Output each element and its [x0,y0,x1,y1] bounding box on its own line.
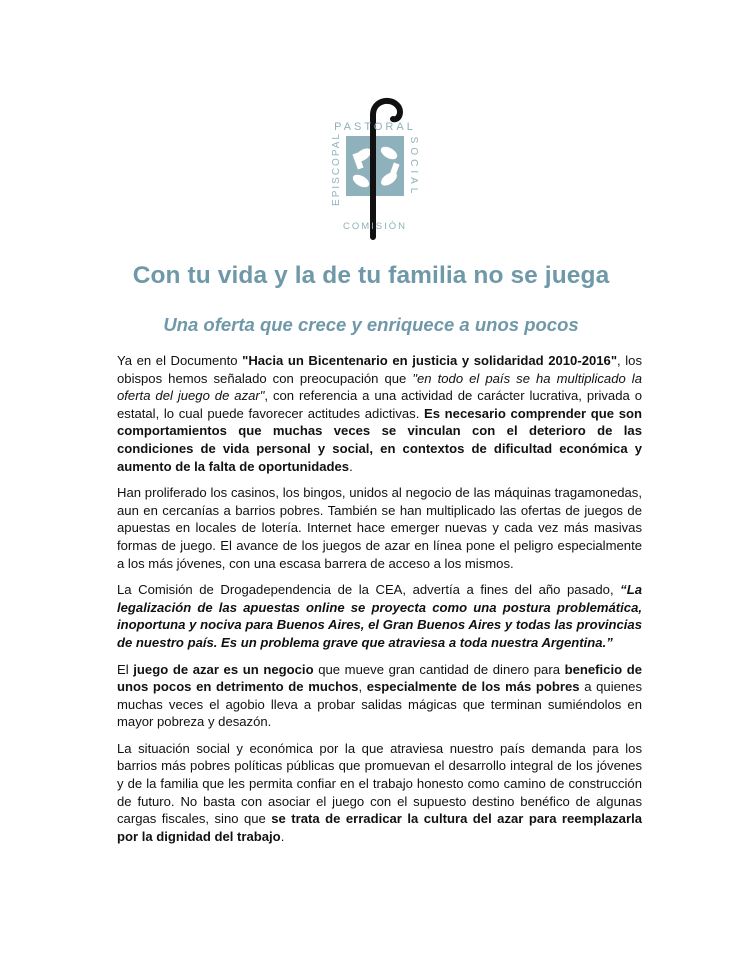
text-run: especialmente de los más pobres [366,679,580,695]
text-run: El [117,661,134,677]
paragraph-2 [117,484,642,572]
text-run: , los obispos hemos señalado con preocupación que [117,353,642,386]
paragraph-1 [117,352,642,475]
text-run: “La legalización de las apuestas online se proyecta como una postura problemática, inoportuna y nociva para Buenos Aires, el Gran Buenos Aires y todas las provincias de nuestro país. Es un problema grave que atraviesa a toda nuestra Argentina.” [117,582,642,650]
text-run: juego de azar es un negocio [133,661,314,677]
text-run: La situación social y económica por la que atraviesa nuestro país demanda para los barrios más pobres políticas públicas que promuevan el desarrollo integral de los jóvenes y de la familia que les permita confiar en el trabajo honesto como camino de construcción de futuro. No basta con asociar el juego con el supuesto destino benéfico de algunas cargas fiscales, sino que [117,740,642,827]
text-run: "en todo el país se ha multiplicado la oferta del juego de azar" [117,370,642,404]
text-run: La Comisión de Drogadependencia de la CEA, advertía a fines del año pasado, [117,582,621,598]
text-run: , [358,679,367,695]
text-run: beneficio de unos pocos en detrimento de muchos [117,661,642,695]
text-run: . [280,828,285,844]
svg-text:SOCIAL: SOCIAL [408,136,419,198]
svg-text:PASTORAL: PASTORAL [334,121,416,133]
paragraph-3 [117,581,642,651]
text-run: , con referencia a una actividad de carácter lucrativa, privada o estatal, lo cual puede favorecer actitudes adictivas. [117,388,642,421]
svg-text:EPISCOPAL: EPISCOPAL [331,132,342,206]
text-run: a quienes muchas veces el agobio lleva a probar salidas mágicas que terminan sumiéndolos en mayor pobreza y desazón. [117,679,642,730]
text-run: . [349,458,353,474]
text-run: "Hacia un Bicentenario en justicia y solidaridad 2010-2016" [242,353,618,368]
page-subtitle: Una oferta que crece y enriquece a unos pocos [163,314,579,335]
text-run: Ya en el Documento [117,353,243,368]
svg-text:COMISIÓN: COMISIÓN [342,221,408,232]
document-body [117,352,642,854]
paragraph-5 [117,740,642,846]
page-title: Con tu vida y la de tu familia no se juega [132,262,610,289]
text-run: Es necesario comprender que son comportamientos que muchas veces se vinculan con el deterioro de las condiciones de vida personal y social, en contextos de dificultad económica y aumento de la falta de oportunidades [117,405,643,474]
paragraph-4 [117,661,642,731]
text-run: que mueve gran cantidad de dinero para [313,661,565,677]
pastoral-social-logo [303,93,429,243]
text-run: Han proliferado los casinos, los bingos, unidos al negocio de las máquinas tragamonedas, aun en cercanías a barrios pobres. También se han multiplicado las ofertas de juegos de apuestas en locales de lotería. Internet hace emerger nuevas y cada vez más masivas formas de juego. El avance de los juegos de azar en línea pone el peligro especialmente a los más jóvenes, con una escasa barrera de acceso a los mismos. [117,485,642,571]
text-run: se trata de erradicar la cultura del azar para reemplazarla por la dignidad del trabajo [117,811,642,844]
